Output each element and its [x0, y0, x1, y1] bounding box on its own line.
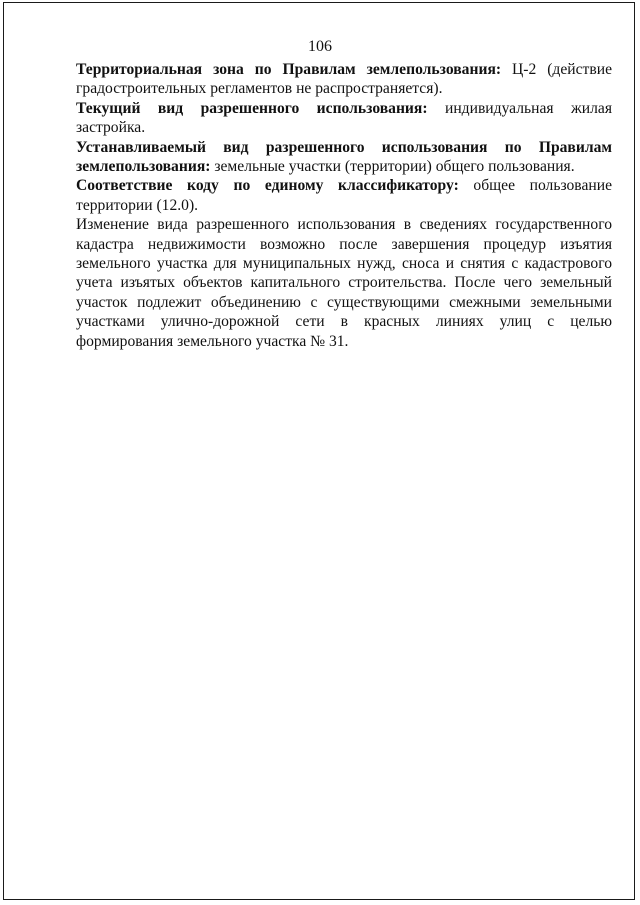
document-body — [76, 60, 612, 351]
paragraph-text: Изменение вида разрешенного использования в сведениях государственного кадастра недвижимости возможно после завершения процедур изъятия земельного участка для муниципальных нужд, сноса и снятия с кадастрового учета изъятых объектов капитального строительства. После чего земельный участок подлежит объединению с существующими смежными земельными участками улично-дорожной сети в красных линиях улиц с целью формирования земельного участка № 31. — [76, 216, 612, 350]
paragraph-text: земельные участки (территории) общего пользования. — [210, 158, 575, 176]
paragraph-current-use — [76, 99, 612, 138]
paragraph-label: Территориальная зона по Правилам землепользования: — [76, 61, 502, 78]
paragraph-text: индивидуальная жилая застройка. — [76, 99, 612, 137]
paragraph-established-use — [76, 138, 612, 177]
paragraph-label: Текущий вид разрешенного использования: — [76, 99, 428, 117]
paragraph-change-of-use — [76, 215, 612, 351]
paragraph-label: Устанавливаемый вид разрешенного использования по Правилам землепользования: — [76, 138, 612, 176]
paragraph-text: общее пользование территории (12.0). — [76, 177, 612, 214]
paragraph-classifier-code — [76, 176, 612, 215]
paragraph-label: Соответствие коду по единому классификатору: — [76, 177, 459, 195]
paragraph-territorial-zone — [76, 60, 612, 99]
paragraph-text: Ц-2 (действие градостроительных регламентов не распространяется). — [76, 61, 612, 98]
page-number: 106 — [308, 38, 332, 55]
